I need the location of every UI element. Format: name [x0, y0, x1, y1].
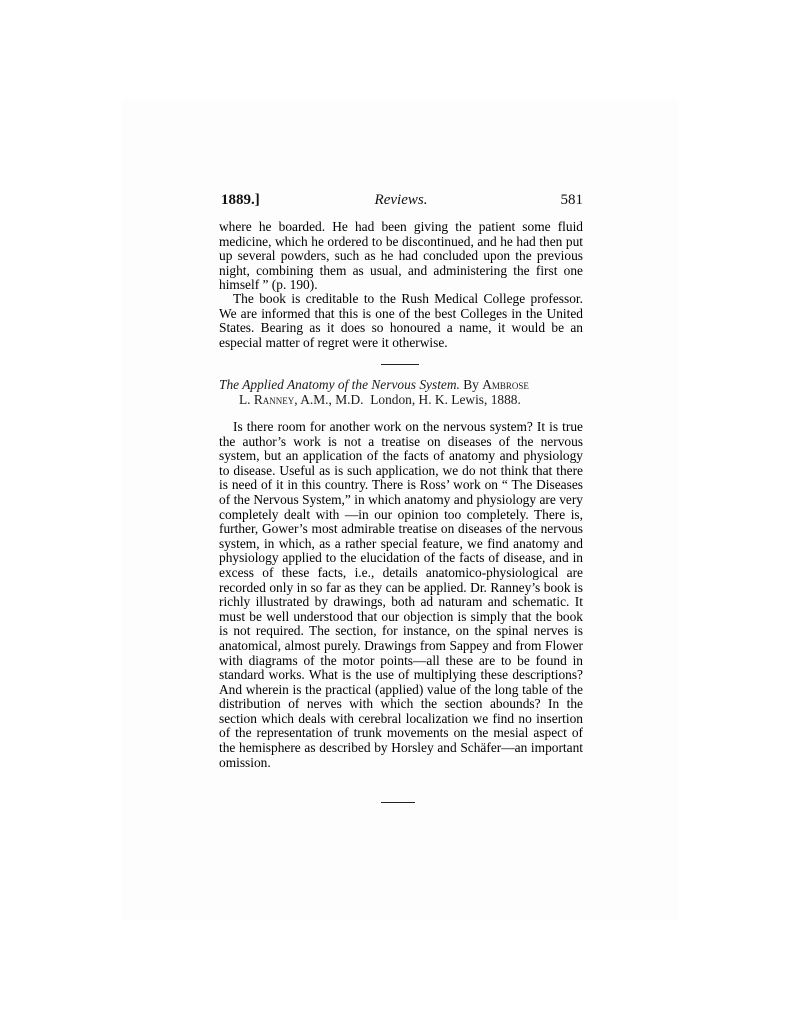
author-name-degrees: L. Ranney, A.M., M.D. [239, 392, 364, 407]
publisher: London, H. K. Lewis, 1888. [370, 392, 521, 407]
review-heading [219, 377, 583, 407]
running-head-section: Reviews. [374, 192, 428, 208]
section-divider [381, 364, 419, 365]
book-title: The Applied Anatomy of the Nervous System. [219, 377, 460, 392]
running-head [219, 192, 583, 212]
review-heading-line-2 [219, 392, 583, 407]
running-head-year: 1889.] [221, 192, 260, 208]
page-number: 581 [560, 192, 583, 208]
review-body: Is there room for another work on the nervous system? It is true the author’s work is not a treatise on diseases of the nervous system, but an application of the facts of anatomy and physiology to disease. Useful as is such application, we do not think that there is need of it in this country. There is Ross’ work on “ The Diseases of the Nervous System,” in which anatomy and physiology are very completely dealt with —in our opinion too completely. There is, further, Gower’s most admirable treatise on diseases of the nervous system, in which, as a rather special feature, we find anatomy and physiology applied to the elucidation of the facts of disease, and in excess of these facts, i.e., details anatomico-physiological are recorded only in so far as they can be applied. Dr. Ranney’s book is richly illustrated by drawings, both ad naturam and schematic. It must be well understood that our objection is simply that the book is not required. The section, for instance, on the spinal nerves is anatomical, almost purely. Drawings from Sappey and from Flower with diagrams of the motor points—all these are to be found in standard works. What is the use of multiplying these descriptions? And wherein is the practical (applied) value of the long table of the distribution of nerves with which the section abounds? In the section which deals with cerebral localization we find no insertion of the representation of trunk movements on the mesial aspect of the hemisphere as described by Horsley and Schäfer—an important omission. [219, 419, 583, 770]
by-label: By [463, 377, 479, 392]
author-first-name: Ambrose [482, 377, 529, 392]
end-divider [381, 802, 415, 803]
paragraph-book-credit: The book is creditable to the Rush Medical College professor. We are informed that this is one of the best Colleges in the United States. Bearing as it does so honoured a name, it would be an especial matter of regret were it otherwise. [219, 291, 583, 350]
paragraph-continuation: where he boarded. He had been giving the patient some fluid medicine, which he ordered to be discontinued, and he had then put up several powders, such as he had concluded upon the previous night, combining them as usual, and administering the first one himself ” (p. 190). [219, 219, 583, 293]
review-heading-line-1 [219, 377, 583, 392]
